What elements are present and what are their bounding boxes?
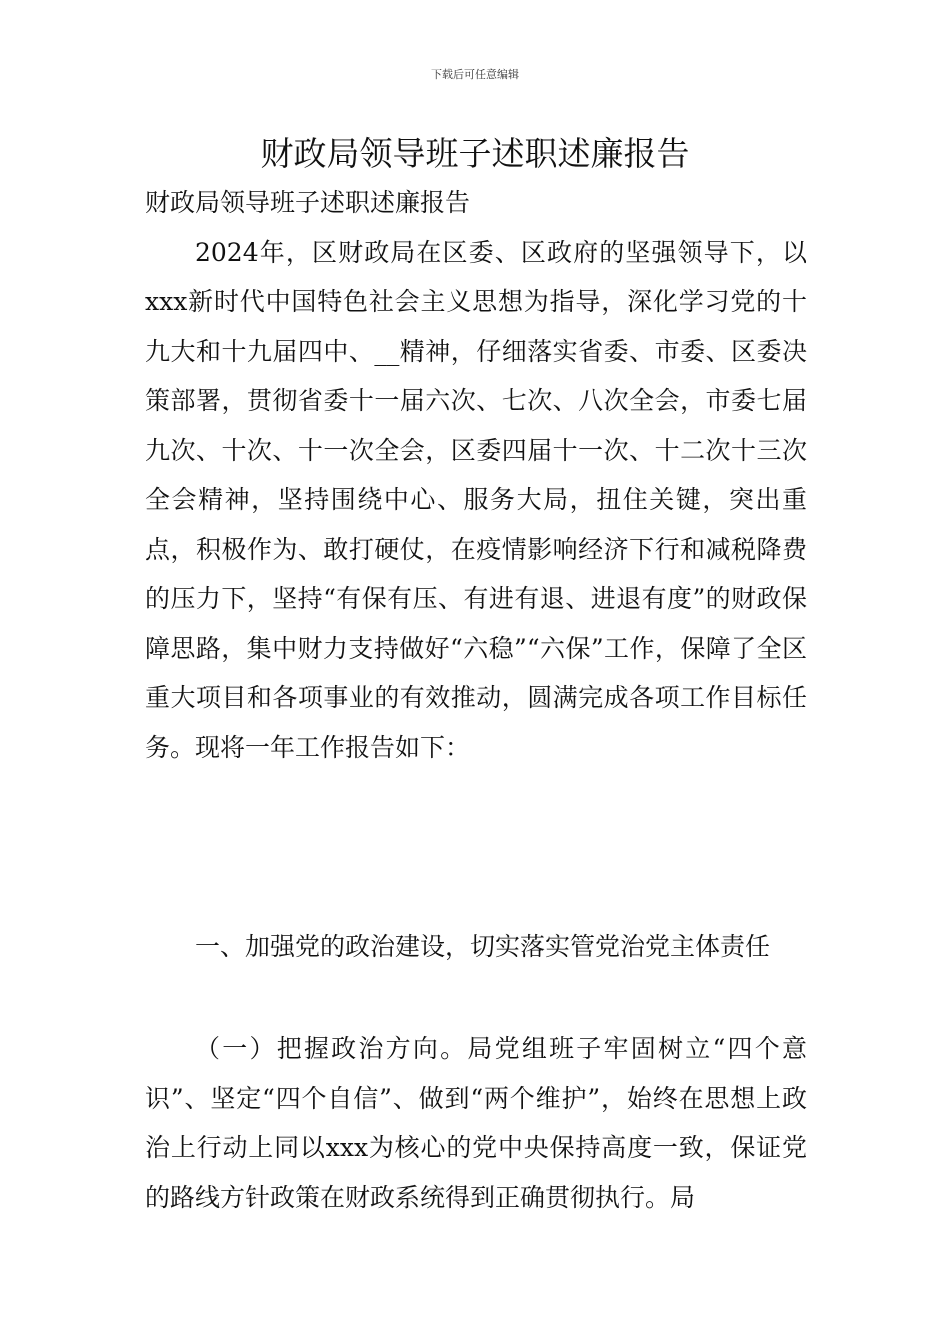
document-subtitle: 财政局领导班子述职述廉报告 (145, 188, 471, 217)
document-body (145, 178, 807, 772)
document-title: 财政局领导班子述职述廉报告 (260, 134, 690, 173)
section-paragraph: （一）把握政治方向。局党组班子牢固树立“四个意识”、坚定“四个自信”、做到“两个维护”，始终在思想上政治上行动上同以xxx为核心的党中央保持高度一致，保证党的路线方针政策在财政系统得到正确贯彻执行。局 (145, 1034, 807, 1212)
intro-paragraph: 2024年，区财政局在区委、区政府的坚强领导下，以xxx新时代中国特色社会主义思想为指导，深化学习党的十九大和十九届四中、__精神，仔细落实省委、市委、区委决策部署，贯彻省委十一届六次、七次、八次全会，市委七届九次、十次、十一次全会，区委四届十一次、十二次十三次全会精神，坚持围绕中心、服务大局，扭住关键，突出重点，积极作为、敢打硬仗，在疫情影响经济下行和减税降费的压力下，坚持“有保有压、有进有退、进退有度”的财政保障思路，集中财力支持做好“六稳”“六保”工作，保障了全区重大项目和各项事业的有效推动，圆满完成各项工作目标任务。现将一年工作报告如下： (145, 237, 807, 762)
section-heading: 一、加强党的政治建设，切实落实管党治党主体责任 (195, 932, 771, 961)
page-header-note: 下载后可任意编辑 (431, 68, 519, 81)
